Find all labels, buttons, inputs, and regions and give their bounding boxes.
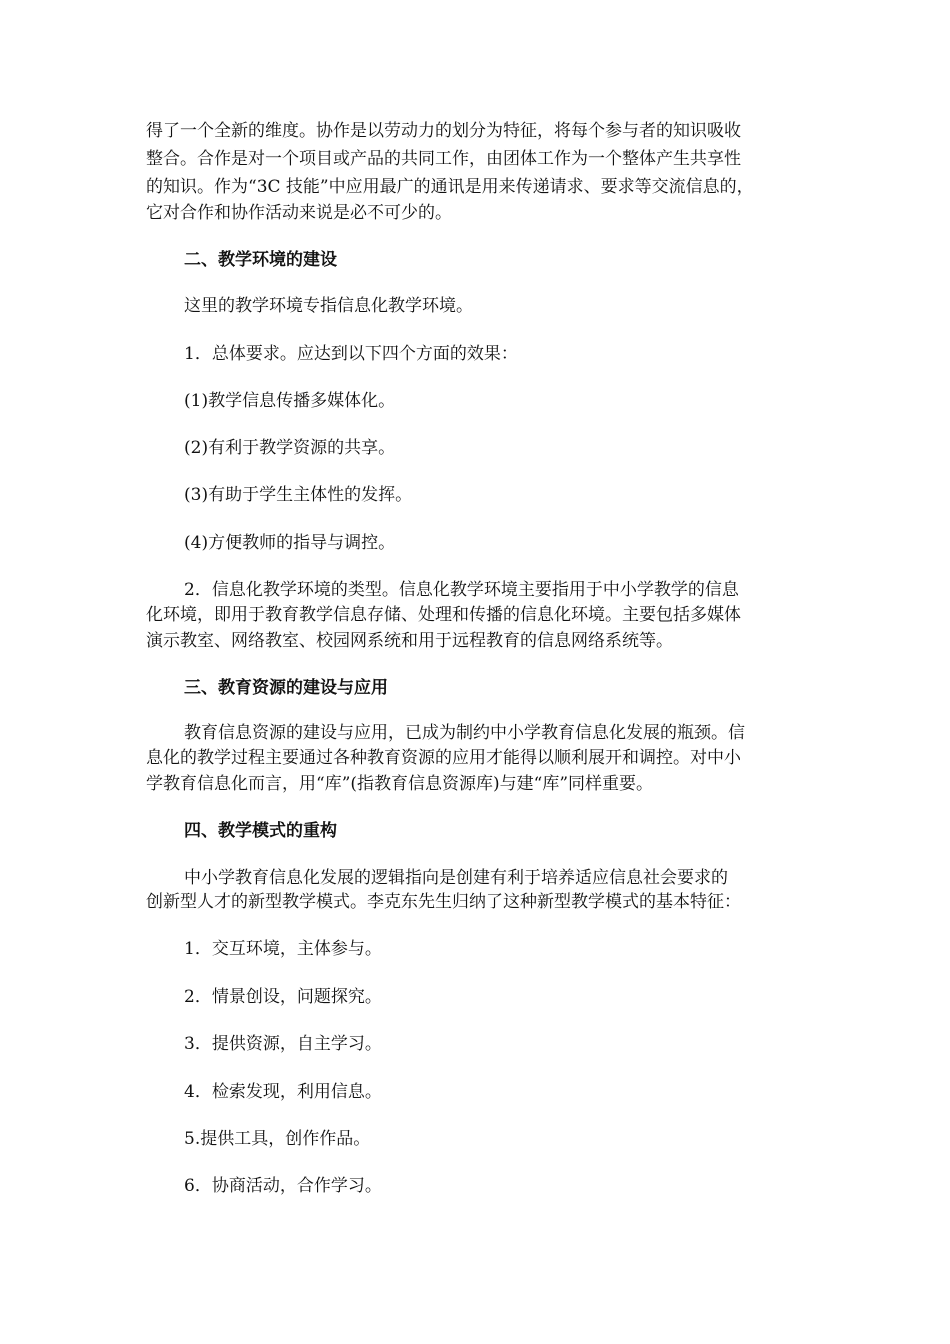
paragraph-line: 2．信息化教学环境的类型。信息化教学环境主要指用于中小学教学的信息 bbox=[184, 580, 739, 600]
paragraph-line: 息化的教学过程主要通过各种教育资源的应用才能得以顺利展开和调控。对中小 bbox=[146, 748, 741, 768]
list-item: (1)教学信息传播多媒体化。 bbox=[184, 391, 396, 411]
paragraph-line: 创新型人才的新型教学模式。李克东先生归纳了这种新型教学模式的基本特征： bbox=[146, 892, 741, 912]
paragraph-line: 得了一个全新的维度。协作是以劳动力的划分为特征，将每个参与者的知识吸收 bbox=[146, 121, 741, 141]
section-heading: 二、教学环境的建设 bbox=[184, 250, 337, 270]
list-item: 1．交互环境，主体参与。 bbox=[184, 939, 382, 959]
list-item: (2)有利于教学资源的共享。 bbox=[184, 438, 396, 458]
paragraph-line: 这里的教学环境专指信息化教学环境。 bbox=[184, 296, 473, 316]
section-heading: 三、教育资源的建设与应用 bbox=[184, 678, 388, 698]
list-item: 5.提供工具，创作作品。 bbox=[184, 1129, 371, 1149]
paragraph-line: 化环境，即用于教育教学信息存储、处理和传播的信息化环境。主要包括多媒体 bbox=[146, 605, 741, 625]
paragraph-line: 它对合作和协作活动来说是必不可少的。 bbox=[146, 203, 452, 223]
paragraph-line: 的知识。作为“3C 技能”中应用最广的通讯是用来传递请求、要求等交流信息的， bbox=[146, 177, 754, 197]
list-item: 3．提供资源，自主学习。 bbox=[184, 1034, 382, 1054]
list-item: (4)方便教师的指导与调控。 bbox=[184, 533, 396, 553]
paragraph-line: 整合。合作是对一个项目或产品的共同工作，由团体工作为一个整体产生共享性 bbox=[146, 149, 741, 169]
paragraph-line: 学教育信息化而言，用“库”(指教育信息资源库)与建“库”同样重要。 bbox=[146, 774, 654, 794]
list-item: 4．检索发现，利用信息。 bbox=[184, 1082, 382, 1102]
list-item: 1．总体要求。应达到以下四个方面的效果： bbox=[184, 344, 518, 364]
section-heading: 四、教学模式的重构 bbox=[184, 821, 337, 841]
list-item: (3)有助于学生主体性的发挥。 bbox=[184, 485, 413, 505]
paragraph-line: 中小学教育信息化发展的逻辑指向是创建有利于培养适应信息社会要求的 bbox=[184, 868, 728, 888]
list-item: 6．协商活动，合作学习。 bbox=[184, 1176, 382, 1196]
paragraph-line: 教育信息资源的建设与应用，已成为制约中小学教育信息化发展的瓶颈。信 bbox=[184, 723, 745, 743]
list-item: 2．情景创设，问题探究。 bbox=[184, 987, 382, 1007]
paragraph-line: 演示教室、网络教室、校园网系统和用于远程教育的信息网络系统等。 bbox=[146, 631, 673, 651]
